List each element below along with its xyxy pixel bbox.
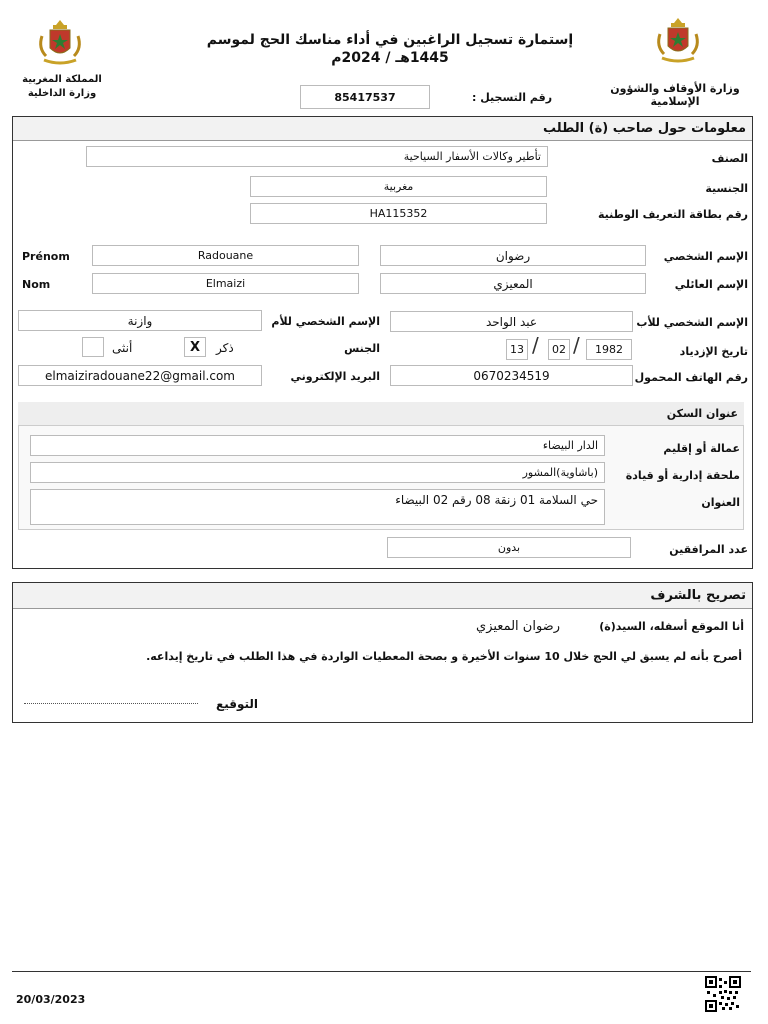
undersigned-name: رضوان المعيزي — [476, 619, 560, 634]
form-season: 1445هـ / 2024م — [331, 50, 449, 66]
mother-name-field: وازنة — [18, 310, 262, 331]
address-field: حي السلامة 01 زنقة 08 رقم 02 البيضاء — [30, 489, 605, 525]
birthdate-label: تاريخ الإزدياد — [679, 345, 748, 358]
email-field: elmaiziradouane22@gmail.com — [18, 365, 262, 386]
footer-divider — [12, 971, 751, 972]
phone-label: رقم الهاتف المحمول — [634, 371, 748, 384]
morocco-coat-of-arms-right-icon — [652, 14, 704, 64]
firstname-ar-field: رضوان — [380, 245, 646, 266]
lastname-ar-label: الإسم العائلي — [674, 278, 748, 291]
companions-label: عدد المرافقين — [669, 543, 748, 556]
male-label: ذكر — [216, 341, 234, 355]
morocco-coat-of-arms-left-icon — [34, 16, 86, 66]
email-label: البريد الإلكتروني — [290, 370, 380, 383]
address-block-header — [18, 402, 744, 426]
address-block-title: عنوان السكن — [666, 407, 738, 420]
birth-year-field: 1982 — [586, 339, 632, 360]
signature-line — [24, 703, 198, 704]
prefecture-field: الدار البيضاء — [30, 435, 605, 456]
signature-label: التوقيع — [216, 697, 258, 711]
nom-field: Elmaizi — [92, 273, 359, 294]
firstname-ar-label: الإسم الشخصي — [663, 250, 748, 263]
qr-code-icon — [705, 976, 741, 1012]
date-separator: / — [573, 333, 580, 357]
registration-number-label: رقم التسجيل : — [472, 91, 553, 104]
kingdom-label: المملكة المغربية — [22, 74, 102, 85]
category-field: تأطير وكالات الأسفار السياحية — [86, 146, 548, 167]
form-title: إستمارة تسجيل الراغبين في أداء مناسك الحج لموسم — [206, 32, 574, 48]
nationality-field: مغربية — [250, 176, 547, 197]
cin-field: HA115352 — [250, 203, 547, 224]
address-label: العنوان — [701, 496, 740, 509]
prenom-field: Radouane — [92, 245, 359, 266]
male-checkbox[interactable]: X — [184, 337, 206, 357]
ministry-awqaf-label: وزارة الأوقاف والشؤون الإسلامية — [610, 82, 740, 108]
annex-label: ملحقة إدارية أو قيادة — [625, 469, 740, 482]
father-name-label: الإسم الشخصي للأب — [636, 316, 748, 329]
mother-name-label: الإسم الشخصي للأم — [271, 315, 380, 328]
applicant-section-title: معلومات حول صاحب (ة) الطلب — [13, 117, 752, 141]
birth-day-field: 13 — [506, 339, 528, 360]
father-name-field: عبد الواحد — [390, 311, 633, 332]
declaration-statement: أصرح بأنه لم يسبق لي الحج خلال 10 سنوات الأخيرة و بصحة المعطيات الواردة في هذا الطلب في تاريخ إيداعه. — [146, 650, 742, 663]
female-checkbox[interactable] — [82, 337, 104, 357]
footer-date: 20/03/2023 — [16, 993, 86, 1006]
nom-label: Nom — [22, 278, 51, 291]
gender-label: الجنس — [344, 342, 380, 355]
declaration-title: تصريح بالشرف — [13, 583, 752, 609]
prefecture-label: عمالة أو إقليم — [663, 442, 740, 455]
prenom-label: Prénom — [22, 250, 70, 263]
lastname-ar-field: المعيزي — [380, 273, 646, 294]
nationality-label: الجنسية — [705, 182, 748, 195]
phone-field: 0670234519 — [390, 365, 633, 386]
companions-field: بدون — [387, 537, 631, 558]
undersigned-label: أنا الموقع أسفله، السيد(ة) — [599, 620, 744, 633]
ministry-interior-label: وزارة الداخلية — [27, 88, 97, 99]
registration-number-field: 85417537 — [300, 85, 430, 109]
annex-field: (باشاوية)المشور — [30, 462, 605, 483]
date-separator: / — [532, 333, 539, 357]
cin-label: رقم بطاقة التعريف الوطنية — [598, 208, 748, 221]
birth-month-field: 02 — [548, 339, 570, 360]
female-label: أنثى — [112, 341, 133, 355]
category-label: الصنف — [711, 152, 748, 165]
